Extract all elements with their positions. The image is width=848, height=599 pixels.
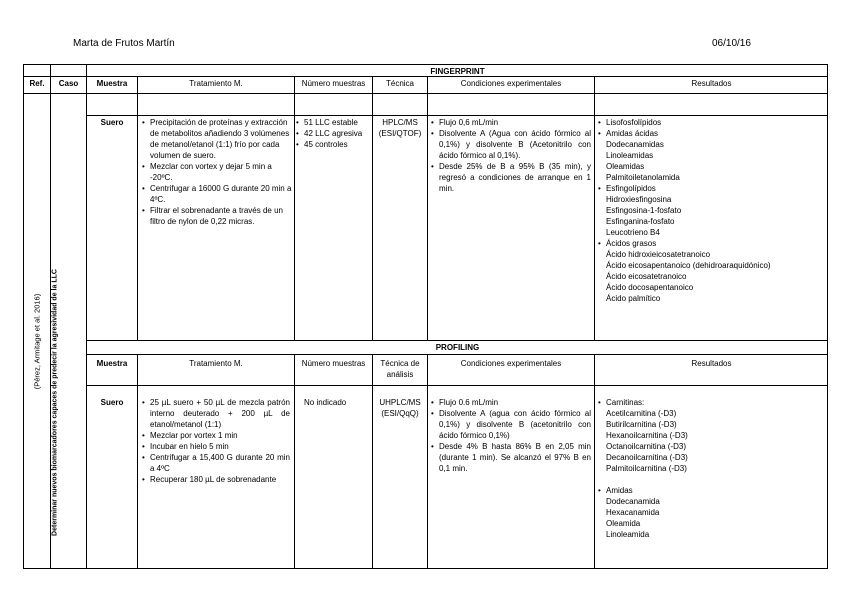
- result-group: [598, 128, 826, 139]
- list-item: • Mezclar con vortex y dejar 5 min a -20ºC.: [142, 161, 292, 183]
- caso-header: Caso: [58, 79, 79, 88]
- fp-resultados-header: Resultados: [691, 79, 732, 88]
- fp-numero-list: [296, 117, 372, 150]
- fp-muestra-header: Muestra: [96, 79, 128, 88]
- fp-muestra: Suero: [100, 118, 124, 127]
- list-item: • Centrifugar a 15,400 G durante 20 min a 4ºC: [142, 452, 290, 474]
- result-group: [598, 183, 826, 194]
- result-item: Hexanoilcarnitina (-D3): [606, 431, 688, 440]
- result-group: [598, 117, 826, 128]
- list-item: • Recuperar 180 µL de sobrenadante: [142, 474, 290, 485]
- result-item: Ácido hidroxieicosatetranoico: [606, 250, 711, 259]
- ref-header: Ref.: [29, 79, 45, 88]
- result-item: Oleamidas: [606, 162, 645, 171]
- fp-resultados-list: [598, 117, 826, 304]
- list-item: • Desde 25% de B a 95% B (35 min), y regresó a condiciones de arranque en 1 min.: [431, 161, 591, 194]
- result-item: Oleamida: [606, 519, 641, 528]
- result-item: Hexacanamida: [606, 508, 660, 517]
- pr-condiciones-list: [431, 397, 591, 474]
- profiling-section-label: PROFILING: [435, 343, 480, 352]
- result-item: Acetilcarnitina (-D3): [606, 409, 677, 418]
- list-item: • 51 LLC estable: [296, 117, 372, 128]
- result-group-label: Amidas ácidas: [606, 129, 659, 138]
- fingerprint-section-label: FINGERPRINT: [430, 67, 485, 76]
- result-item: Palmitoiletanolamida: [606, 173, 680, 182]
- result-item: Ácido eicosatetranoico: [606, 272, 687, 281]
- caso-description: Determinar nuevos biomarcadores capaces de predecir la agresividad de la LLC: [51, 269, 59, 536]
- result-item: Dodecanamidas: [606, 140, 664, 149]
- list-item: • 42 LLC agresiva: [296, 128, 372, 139]
- pr-resultados-list: [598, 397, 826, 540]
- result-item: Linoleamida: [606, 530, 650, 539]
- result-item: Ácido docosapentanoico: [606, 283, 694, 292]
- list-item: • 25 µL suero + 50 µL de mezcla patrón interno deuterado + 200 µL de etanol/metanol (1:1): [142, 397, 290, 430]
- result-group-label: Ácidos grasos: [606, 239, 657, 248]
- result-item: Hidroxiesfingosina: [606, 195, 672, 204]
- document-author: Marta de Frutos Martín: [73, 38, 175, 49]
- fp-condiciones-header: Condiciones experimentales: [460, 79, 562, 88]
- fp-tratamiento-header: Tratamiento M.: [189, 79, 243, 88]
- result-item: Octanoilcarnitina (-D3): [606, 442, 687, 451]
- result-item: Leucotrieno B4: [606, 228, 660, 237]
- result-item: Esfinganina-fosfato: [606, 217, 675, 226]
- spacer: [598, 474, 826, 485]
- list-item: • Mezclar por vortex 1 min: [142, 430, 290, 441]
- fp-condiciones-list: [431, 117, 591, 194]
- result-item: Palmitoilcarnitina (-D3): [606, 464, 687, 473]
- list-item: • Incubar en hielo 5 min: [142, 441, 290, 452]
- list-item: • 45 controles: [296, 139, 372, 150]
- result-group-label: Esfingolípidos: [606, 184, 656, 193]
- result-group-label: Carnitinas:: [606, 398, 645, 407]
- fp-tratamiento-list: [142, 117, 292, 227]
- list-item: • Flujo 0.6 mL/min: [431, 397, 591, 408]
- list-item: • Centrifugar a 16000 G durante 20 min a 4ºC.: [142, 183, 292, 205]
- result-group: [598, 238, 826, 249]
- fp-tecnica: HPLC/MS (ESI/QTOF): [378, 118, 422, 138]
- pr-condiciones-header: Condiciones experimentales: [460, 359, 562, 368]
- result-item: Ácido palmítico: [606, 294, 661, 303]
- pr-resultados-header: Resultados: [691, 359, 732, 368]
- list-item: • Precipitación de proteínas y extracción de metabolitos añadiendo 3 volúmenes de metanol/etanol (1:1) frío por cada volumen de suero.: [142, 117, 292, 161]
- pr-tecnica: UHPLC/MS (ESI/QqQ): [379, 398, 421, 418]
- pr-muestra-header: Muestra: [96, 359, 128, 368]
- result-group-label: Lisofosfolípidos: [606, 118, 662, 127]
- pr-tecnica-header: Técnica de análisis: [380, 359, 420, 379]
- result-item: Linoleamidas: [606, 151, 654, 160]
- fp-tecnica-header: Técnica: [385, 79, 414, 88]
- ref-citation: (Pérez, Armitage et al. 2016): [32, 293, 42, 390]
- list-item: • Desde 4% B hasta 86% B en 2,05 min (durante 1 min). Se alcanzó el 97% B en 0,1 min.: [431, 441, 591, 474]
- list-item: • Disolvente A (agua con ácido fórmico al 0,1%) y disolvente B (acetonitrilo con ácido fórmico 0,1%): [431, 408, 591, 441]
- document-date: 06/10/16: [712, 38, 751, 49]
- result-group: [598, 485, 826, 496]
- result-item: Esfingosina-1-fosfato: [606, 206, 682, 215]
- pr-muestra: Suero: [100, 398, 124, 407]
- pr-tratamiento-list: [142, 397, 290, 485]
- pr-numero: No indicado: [304, 398, 347, 407]
- result-group-label: Amidas: [606, 486, 633, 495]
- result-item: Decanoilcarnitina (-D3): [606, 453, 688, 462]
- result-item: Butirilcarnitina (-D3): [606, 420, 677, 429]
- result-item: Ácido eicosapentanoico (dehidroaraquidónico): [606, 261, 771, 270]
- fp-numero-header: Número muestras: [301, 79, 366, 88]
- result-group: [598, 397, 826, 408]
- pr-tratamiento-header: Tratamiento M.: [189, 359, 243, 368]
- pr-numero-header: Número muestras: [301, 359, 366, 368]
- list-item: • Filtrar el sobrenadante a través de un filtro de nylon de 0,22 micras.: [142, 205, 292, 227]
- result-item: Dodecanamida: [606, 497, 660, 506]
- list-item: • Flujo 0,6 mL/min: [431, 117, 591, 128]
- list-item: • Disolvente A (Agua con ácido fórmico al 0,1%) y disolvente B (Acetonitrilo con ácido fórmico al 0,1%).: [431, 128, 591, 161]
